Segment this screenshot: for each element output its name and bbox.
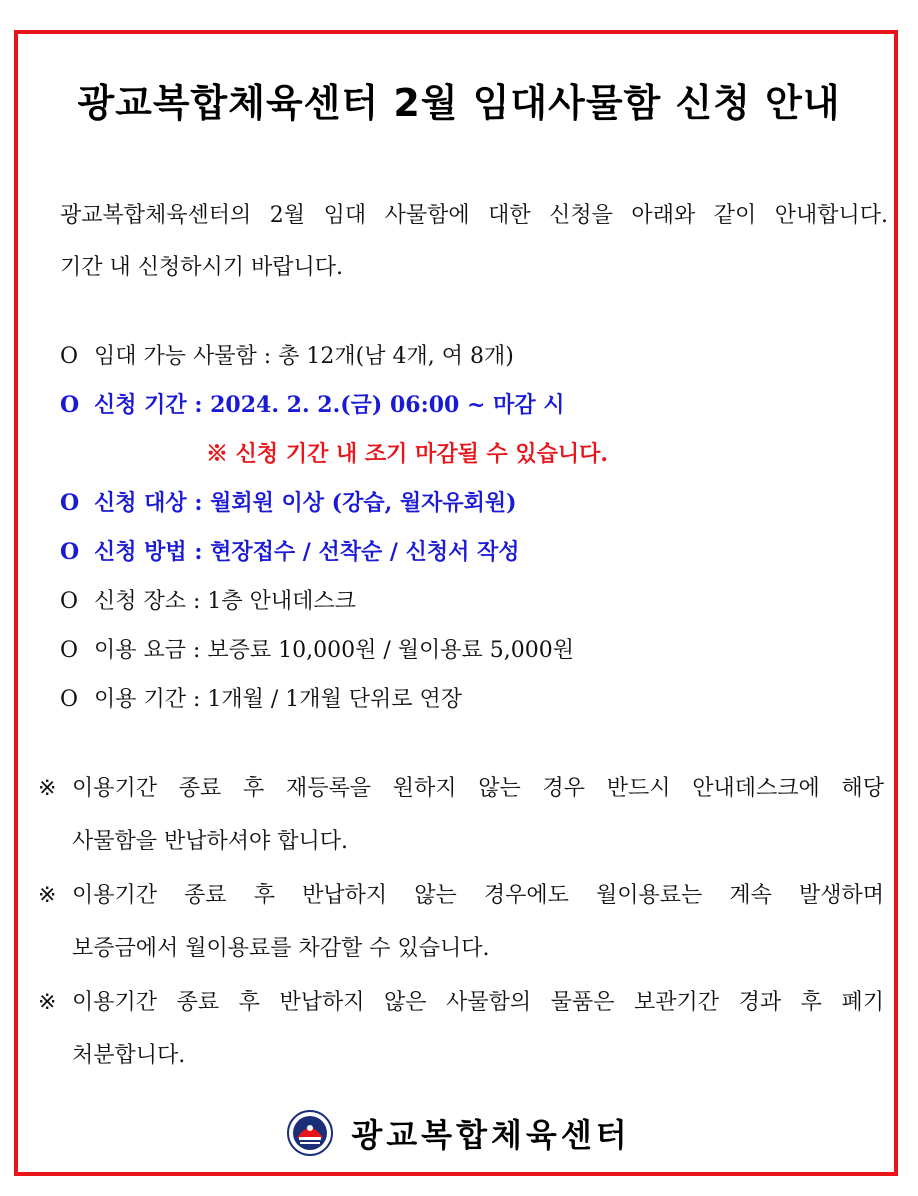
note-item-return: [38, 762, 884, 868]
note-line-2: 처분합니다.: [72, 1043, 186, 1068]
circle-bullet-icon: O: [60, 539, 80, 565]
page-title: 광교복합체육센터 2월 임대사물함 신청 안내: [77, 81, 841, 125]
circle-bullet-icon: O: [60, 638, 79, 663]
circle-bullet-icon: O: [60, 392, 80, 418]
list-item-fee: [60, 626, 880, 675]
list-item-method: [60, 528, 880, 577]
footer-organization-name: 광교복합체육센터: [351, 1116, 631, 1154]
circle-bullet-icon: O: [60, 490, 80, 516]
note-line-2: 사물함을 반납하셔야 합니다.: [72, 829, 349, 854]
list-item-period: [60, 381, 880, 430]
circle-bullet-icon: O: [60, 344, 79, 369]
list-item-location: [60, 577, 880, 626]
list-item-eligibility: [60, 479, 880, 528]
list-item-text: 임대 가능 사물함 : 총 12개(남 4개, 여 8개): [94, 344, 514, 369]
intro-line-1: 광교복합체육센터의 2월 임대 사물함에 대한 신청을 아래와 같이 안내합니다.: [60, 203, 888, 228]
note-item-fee-deduction: [38, 869, 884, 975]
circle-bullet-icon: O: [60, 589, 79, 614]
list-item-text: 신청 기간 : 2024. 2. 2.(금) 06:00 ~ 마감 시: [94, 392, 565, 418]
list-item-text: 이용 기간 : 1개월 / 1개월 단위로 연장: [94, 687, 463, 712]
circle-bullet-icon: O: [60, 687, 79, 712]
notes-section: [38, 762, 884, 1083]
list-item-text: 신청 대상 : 월회원 이상 (강습, 월자유회원): [94, 490, 517, 516]
list-item-usage-period: [60, 675, 880, 724]
list-item-locker-count: [60, 332, 880, 381]
footer: [0, 1108, 918, 1158]
note-line-2: 보증금에서 월이용료를 차감할 수 있습니다.: [72, 936, 490, 961]
reference-mark-icon: ※: [38, 776, 57, 801]
early-close-warning: ※ 신청 기간 내 조기 마감될 수 있습니다.: [206, 441, 609, 467]
intro-line-2: 기간 내 신청하시기 바랍니다.: [60, 255, 343, 280]
note-line-1: 이용기간 종료 후 반납하지 않는 경우에도 월이용료는 계속 발생하며: [72, 883, 884, 908]
reference-mark-icon: ※: [38, 883, 57, 908]
list-item-text: 신청 장소 : 1층 안내데스크: [94, 589, 356, 614]
note-line-1: 이용기간 종료 후 재등록을 원하지 않는 경우 반드시 안내데스크에 해당: [72, 776, 884, 801]
reference-mark-icon: ※: [38, 990, 57, 1015]
list-item-text: 신청 방법 : 현장접수 / 선착순 / 신청서 작성: [94, 539, 520, 565]
note-item-disposal: [38, 976, 884, 1082]
note-line-1: 이용기간 종료 후 반납하지 않은 사물함의 물품은 보관기간 경과 후 폐기: [72, 990, 884, 1015]
info-list: [60, 332, 880, 724]
intro-paragraph: [60, 190, 888, 294]
list-item-text: 이용 요금 : 보증료 10,000원 / 월이용료 5,000원: [94, 638, 575, 663]
sports-center-emblem-icon: [287, 1110, 333, 1156]
